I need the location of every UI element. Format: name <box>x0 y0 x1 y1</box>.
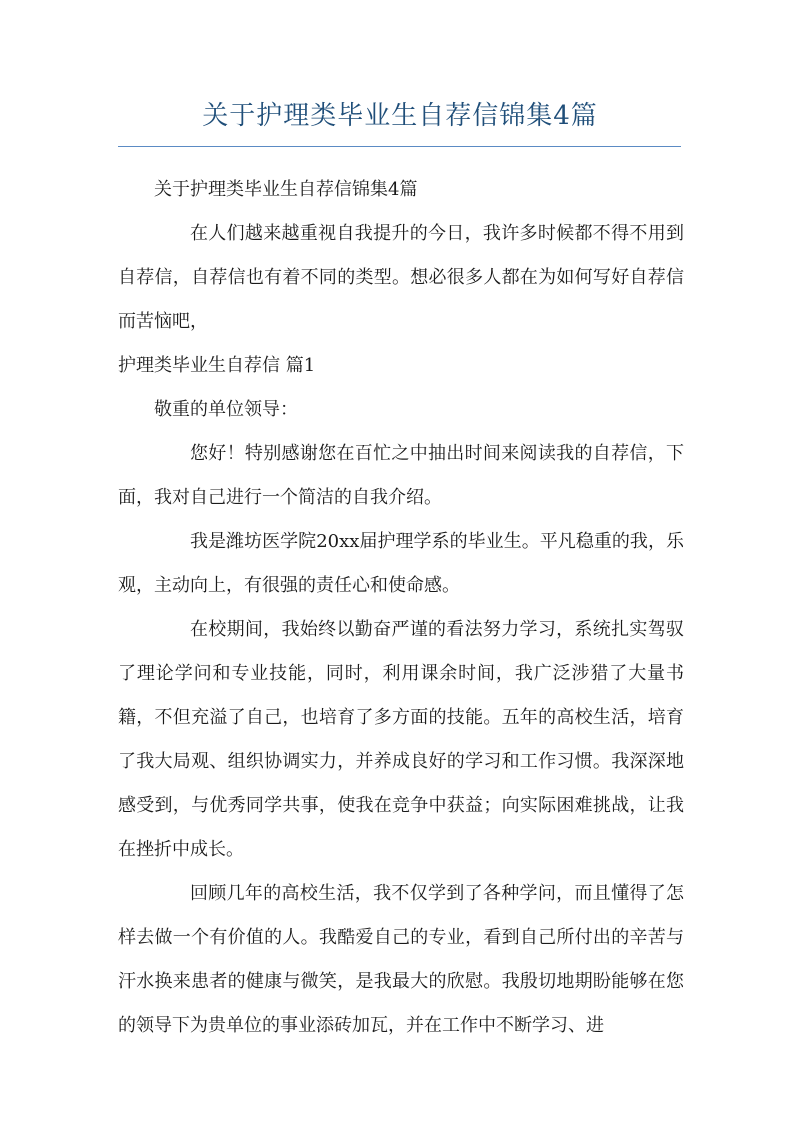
document-title: 关于护理类毕业生自荐信锦集4篇 <box>202 101 598 131</box>
review-paragraph: 回顾几年的高校生活，我不仅学到了各种学问，而且懂得了怎样去做一个有价值的人。我酷爱自己的专业，看到自己所付出的辛苦与汗水换来患者的健康与微笑，是我最大的欣慰。我殷切地期盼能够在您的领导下为贵单位的事业添砖加瓦，并在工作中不断学习、进 <box>118 883 684 1036</box>
subtitle-paragraph: 关于护理类毕业生自荐信锦集4篇 <box>154 179 418 200</box>
greeting-paragraph: 您好！特别感谢您在百忙之中抽出时间来阅读我的自荐信，下面，我对自己进行一个简洁的自我介绍。 <box>118 443 684 508</box>
school-period-paragraph: 在校期间，我始终以勤奋严谨的看法努力学习，系统扎实驾驭了理论学问和专业技能，同时，利用课余时间，我广泛涉猎了大量书籍，不但充溢了自己，也培育了多方面的技能。五年的高校生活，培育了我大局观、组织协调实力，并养成良好的学习和工作习惯。我深深地感受到，与优秀同学共事，使我在竞争中获益；向实际困难挑战，让我在挫折中成长。 <box>118 619 684 860</box>
section-heading: 护理类毕业生自荐信 篇1 <box>118 355 316 376</box>
self-intro-paragraph: 我是潍坊医学院20xx届护理学系的毕业生。平凡稳重的我，乐观，主动向上，有很强的责任心和使命感。 <box>118 531 684 596</box>
document-body <box>118 168 684 1048</box>
intro-paragraph: 在人们越来越重视自我提升的今日，我许多时候都不得不用到自荐信，自荐信也有着不同的类型。想必很多人都在为如何写好自荐信而苦恼吧， <box>118 223 684 332</box>
title-underline <box>118 146 681 147</box>
salutation: 敬重的单位领导： <box>154 399 298 420</box>
